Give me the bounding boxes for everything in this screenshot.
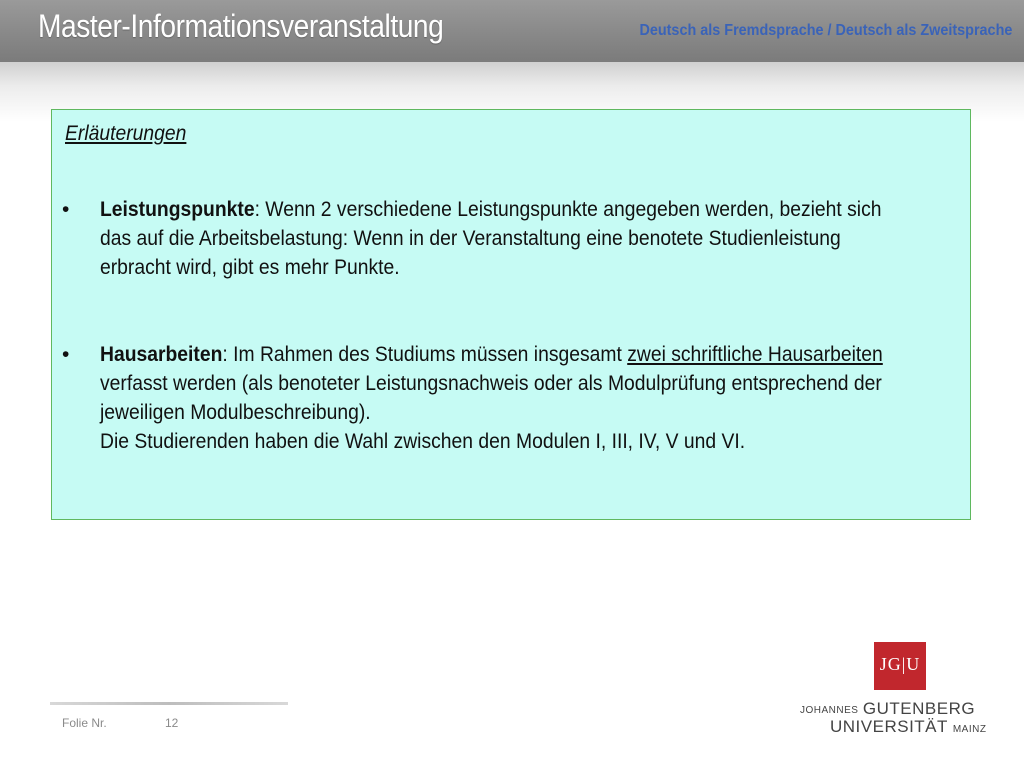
bullet-icon: • — [62, 198, 70, 221]
bullet-text — [100, 195, 891, 282]
jgu-logo-mark: JG|U — [879, 654, 921, 674]
logo-text-line2 — [830, 717, 986, 737]
bullet-term: Leistungspunkte — [100, 198, 255, 221]
footer-label: Folie Nr. — [62, 716, 107, 730]
bullet-second-line: Die Studierenden haben die Wahl zwischen den Modulen I, III, IV, V und VI. — [100, 430, 746, 453]
bullet-body: : Wenn 2 verschiedene Leistungspunkte angegeben werden, bezieht sich das auf die Arbeitsbelastung: Wenn in der Veranstaltung eine benotete Studienleistung erbracht wird, gibt es mehr Punkte. — [100, 198, 882, 279]
bullet-text — [100, 340, 891, 456]
explanation-box — [51, 109, 971, 520]
bullet-underlined: zwei schriftliche Hausarbeiten — [627, 343, 883, 366]
logo-main: GUTENBERG — [862, 699, 976, 718]
footer-divider — [50, 702, 288, 705]
slide-title: Master-Informationsveranstaltung — [38, 8, 444, 44]
bullet-body-rest: verfasst werden (als benoteter Leistungsnachweis oder als Modulprüfung entsprechend der jeweiligen Modulbeschreibung). — [100, 372, 882, 424]
slide-number: 12 — [165, 716, 179, 730]
jgu-logo-icon — [874, 642, 926, 690]
logo-suffix: MAINZ — [952, 724, 987, 735]
logo-text-line1 — [800, 699, 975, 719]
bullet-icon: • — [62, 343, 70, 366]
slide-subtitle: Deutsch als Fremdsprache / Deutsch als Zweitsprache — [639, 22, 1012, 39]
bullet-term: Hausarbeiten — [100, 343, 223, 366]
box-heading: Erläuterungen — [65, 122, 187, 145]
logo-main-2: UNIVERSITÄT — [830, 717, 948, 736]
title-bar — [0, 0, 1024, 62]
bullet-body: : Im Rahmen des Studiums müssen insgesamt — [222, 343, 628, 366]
logo-prefix: JOHANNES — [800, 705, 859, 716]
